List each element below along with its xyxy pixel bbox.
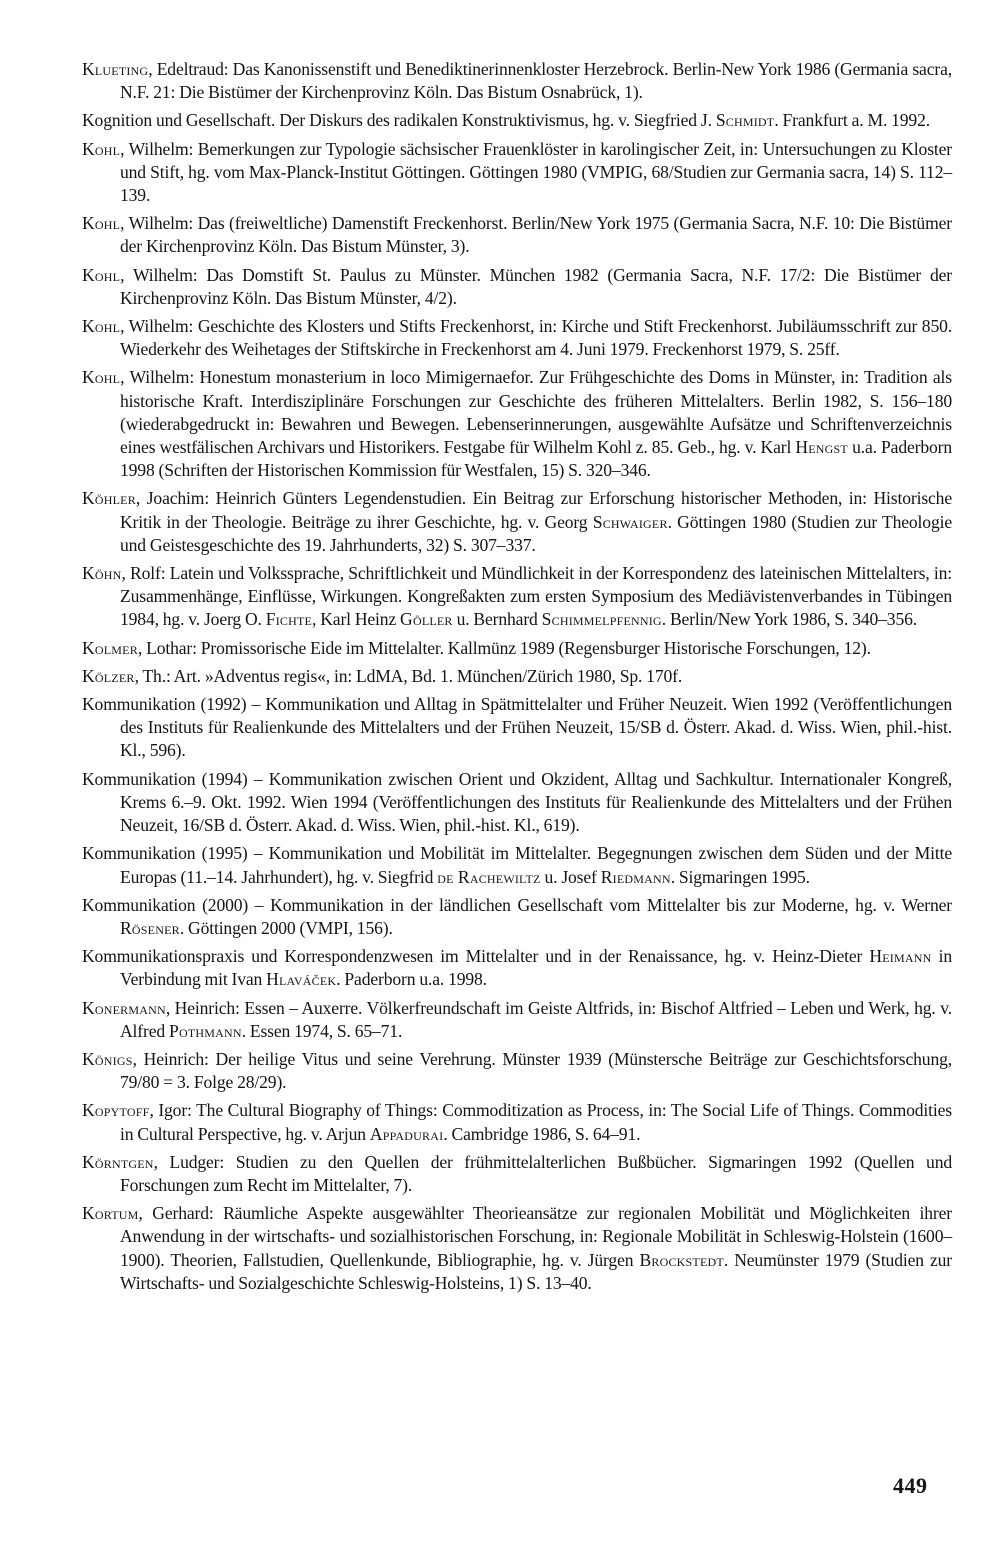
bibliography-entry: Kortum, Gerhard: Räumliche Aspekte ausgewählter Theorieansätze zur regionalen Mobilität und Möglichkeiten ihrer Anwendung in der wirtschafts- und sozialhistorischen Forschung, in: Regionale Mobilität in Schleswig-Holstein (1600–1900). Theorien, Fallstudien, Quellenkunde, Bibliographie, hg. v. Jürgen Brockstedt. Neumünster 1979 (Studien zur Wirtschafts- und Sozialgeschichte Schleswig-Holsteins, 1) S. 13–40.	[82, 1203, 952, 1293]
bibliography-entry: Konermann, Heinrich: Essen – Auxerre. Völkerfreundschaft im Geiste Altfrids, in: Bischof Altfried – Leben und Werk, hg. v. Alfred Pothmann. Essen 1974, S. 65–71.	[82, 997, 952, 1041]
bibliography-entry: Kommunikation (2000) – Kommunikation in der ländlichen Gesellschaft vom Mittelalter bis zur Moderne, hg. v. Werner Rösener. Göttingen 2000 (VMPI, 156).	[82, 894, 952, 938]
bibliography-entry: Kommunikation (1992) – Kommunikation und Alltag in Spätmittelalter und Früher Neuzeit. Wien 1992 (Veröffentlichungen des Instituts für Realienkunde des Mittelalters und der Frühen Neuzeit, 15/SB d. Österr. Akad. d. Wiss. Wien, phil.-hist. Kl., 596).	[82, 694, 952, 761]
bibliography-entry: Kohl, Wilhelm: Geschichte des Klosters und Stifts Freckenhorst, in: Kirche und Stift Freckenhorst. Jubiläumsschrift zur 850. Wiederkehr des Weihetages der Stiftskirche in Freckenhorst am 4. Juni 1979. Freckenhorst 1979, S. 25ff.	[82, 316, 952, 360]
bibliography-entry: Kommunikationspraxis und Korrespondenzwesen im Mittelalter und in der Renaissance, hg. v. Heinz-Dieter Heimann in Verbindung mit Ivan Hlaváček. Paderborn u.a. 1998.	[82, 946, 952, 990]
bibliography-entry: Kopytoff, Igor: The Cultural Biography of Things: Commoditization as Process, in: The Social Life of Things. Commodities in Cultural Perspective, hg. v. Arjun Appadurai. Cambridge 1986, S. 64–91.	[82, 1100, 952, 1144]
bibliography-entry: Köhler, Joachim: Heinrich Günters Legendenstudien. Ein Beitrag zur Erforschung historischer Methoden, in: Historische Kritik in der Theologie. Beiträge zu ihrer Geschichte, hg. v. Georg Schwaiger. Göttingen 1980 (Studien zur Theologie und Geistesgeschichte des 19. Jahrhunderts, 32) S. 307–337.	[82, 488, 952, 555]
bibliography-entry: Königs, Heinrich: Der heilige Vitus und seine Verehrung. Münster 1939 (Münstersche Beiträge zur Geschichtsforschung, 79/80 = 3. Folge 28/29).	[82, 1048, 952, 1093]
bibliography	[82, 58, 952, 1300]
bibliography-entry: Klueting, Edeltraud: Das Kanonissenstift und Benediktinerinnenkloster Herzebrock. Berlin-New York 1986 (Germania sacra, N.F. 21: Die Bistümer der Kirchenprovinz Köln. Das Bistum Osnabrück, 1).	[82, 59, 952, 103]
bibliography-entry: Kohl, Wilhelm: Das (freiweltliche) Damenstift Freckenhorst. Berlin/New York 1975 (Germania Sacra, N.F. 10: Die Bistümer der Kirchenprovinz Köln. Das Bistum Münster, 3).	[82, 213, 952, 257]
bibliography-entry: Kohl, Wilhelm: Honestum monasterium in loco Mimigernaefor. Zur Frühgeschichte des Doms in Münster, in: Tradition als historische Kraft. Interdisziplinäre Forschungen zur Geschichte des früheren Mittelalters. Berlin 1982, S. 156–180 (wiederabgedruckt in: Bewahren und Bewegen. Lebenserinnerungen, ausgewählte Aufsätze und Schriftenverzeichnis eines westfälischen Archivars und Historikers. Festgabe für Wilhelm Kohl z. 85. Geb., hg. v. Karl Hengst u.a. Paderborn 1998 (Schriften der Historischen Kommission für Westfalen, 15) S. 320–346.	[82, 367, 952, 481]
bibliography-entry: Köhn, Rolf: Latein und Volkssprache, Schriftlichkeit und Mündlichkeit in der Korrespondenz des lateinischen Mittelalters, in: Zusammenhänge, Einflüsse, Wirkungen. Kongreßakten zum ersten Symposium des Mediävistenverbandes in Tübingen 1984, hg. v. Joerg O. Fichte, Karl Heinz Göller u. Bernhard Schimmelpfennig. Berlin/New York 1986, S. 340–356.	[82, 563, 952, 630]
bibliography-entry: Körntgen, Ludger: Studien zu den Quellen der frühmittelalterlichen Bußbücher. Sigmaringen 1992 (Quellen und Forschungen zum Recht im Mittelalter, 7).	[82, 1151, 952, 1195]
page-number: 449	[893, 1473, 928, 1498]
bibliography-entry: Kognition und Gesellschaft. Der Diskurs des radikalen Konstruktivismus, hg. v. Siegfried J. Schmidt. Frankfurt a. M. 1992.	[82, 110, 930, 131]
bibliography-entry: Kolmer, Lothar: Promissorische Eide im Mittelalter. Kallmünz 1989 (Regensburger Historische Forschungen, 12).	[82, 637, 871, 658]
bibliography-entry: Kohl, Wilhelm: Bemerkungen zur Typologie sächsischer Frauenklöster in karolingischer Zeit, in: Untersuchungen zu Kloster und Stift, hg. vom Max-Planck-Institut Göttingen. Göttingen 1980 (VMPIG, 68/Studien zur Germania sacra, 14) S. 112–139.	[82, 138, 952, 206]
bibliography-entry: Kommunikation (1994) – Kommunikation zwischen Orient und Okzident, Alltag und Sachkultur. Internationaler Kongreß, Krems 6.–9. Okt. 1992. Wien 1994 (Veröffentlichungen des Instituts für Realienkunde des Mittelalters und der Frühen Neuzeit, 16/SB d. Österr. Akad. d. Wiss. Wien, phil.-hist. Kl., 619).	[82, 768, 952, 836]
bibliography-entry: Kohl, Wilhelm: Das Domstift St. Paulus zu Münster. München 1982 (Germania Sacra, N.F. 17/2: Die Bistümer der Kirchenprovinz Köln. Das Bistum Münster, 4/2).	[82, 264, 952, 308]
bibliography-entry: Kölzer, Th.: Art. »Adventus regis«, in: LdMA, Bd. 1. München/Zürich 1980, Sp. 170f.	[82, 665, 683, 686]
bibliography-entry: Kommunikation (1995) – Kommunikation und Mobilität im Mittelalter. Begegnungen zwischen dem Süden und der Mitte Europas (11.–14. Jahrhundert), hg. v. Siegfrid de Rachewiltz u. Josef Riedmann. Sigmaringen 1995.	[82, 843, 952, 887]
